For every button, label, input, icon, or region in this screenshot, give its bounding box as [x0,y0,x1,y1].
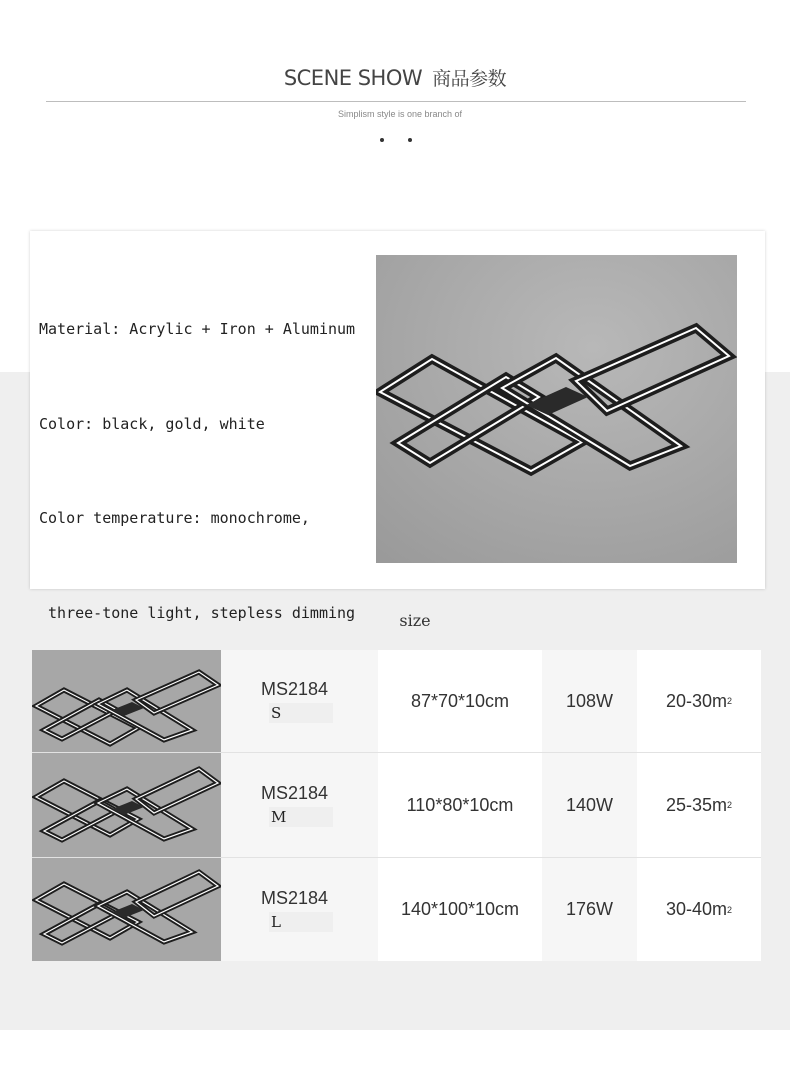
model-size: M [269,807,333,827]
spec-line: Material: Acrylic + Iron + Aluminum [39,320,356,338]
table-row [32,753,761,857]
model-name: MS2184 [261,783,329,803]
row-thumbnail [32,650,221,752]
decor-dot-left [380,138,384,142]
model-cell [221,650,378,752]
power-cell: 108W [542,650,637,752]
model-cell [221,753,378,857]
area-unit-superscript: 2 [727,904,733,915]
power-cell: 140W [542,753,637,857]
power-cell: 176W [542,858,637,961]
area-unit-superscript: 2 [727,696,733,706]
area-cell [637,753,761,857]
size-table [32,650,761,961]
product-photo [376,255,737,563]
dimensions-cell: 87*70*10cm [378,650,542,752]
title-en: SCENE SHOW [283,66,423,90]
area-value: 20-30m [665,690,727,711]
table-row [32,650,761,752]
model-name: MS2184 [261,679,329,699]
size-heading: size [399,611,431,630]
area-unit-superscript: 2 [727,800,733,810]
area-cell [637,650,761,752]
header-subtitle: Simplism style is one branch of [337,109,463,119]
page-title [0,64,790,91]
area-value: 30-40m [665,899,727,919]
header-divider [46,101,746,102]
table-row [32,858,761,961]
spec-line: three-tone light, stepless dimming [39,603,356,622]
decor-dot-right [408,138,412,142]
model-name: MS2184 [261,887,329,908]
model-size: L [269,912,333,932]
area-cell [637,858,761,961]
spec-line: Color temperature: monochrome, [39,509,310,527]
model-cell [221,858,378,961]
row-thumbnail [32,858,221,961]
dimensions-cell: 110*80*10cm [378,753,542,857]
model-size: S [269,703,333,723]
area-value: 25-35m [665,794,727,815]
spec-line: Color: black, gold, white [39,414,265,433]
row-thumbnail [32,753,221,857]
dimensions-cell: 140*100*10cm [378,858,542,961]
title-cn: 商品参数 [432,68,507,90]
